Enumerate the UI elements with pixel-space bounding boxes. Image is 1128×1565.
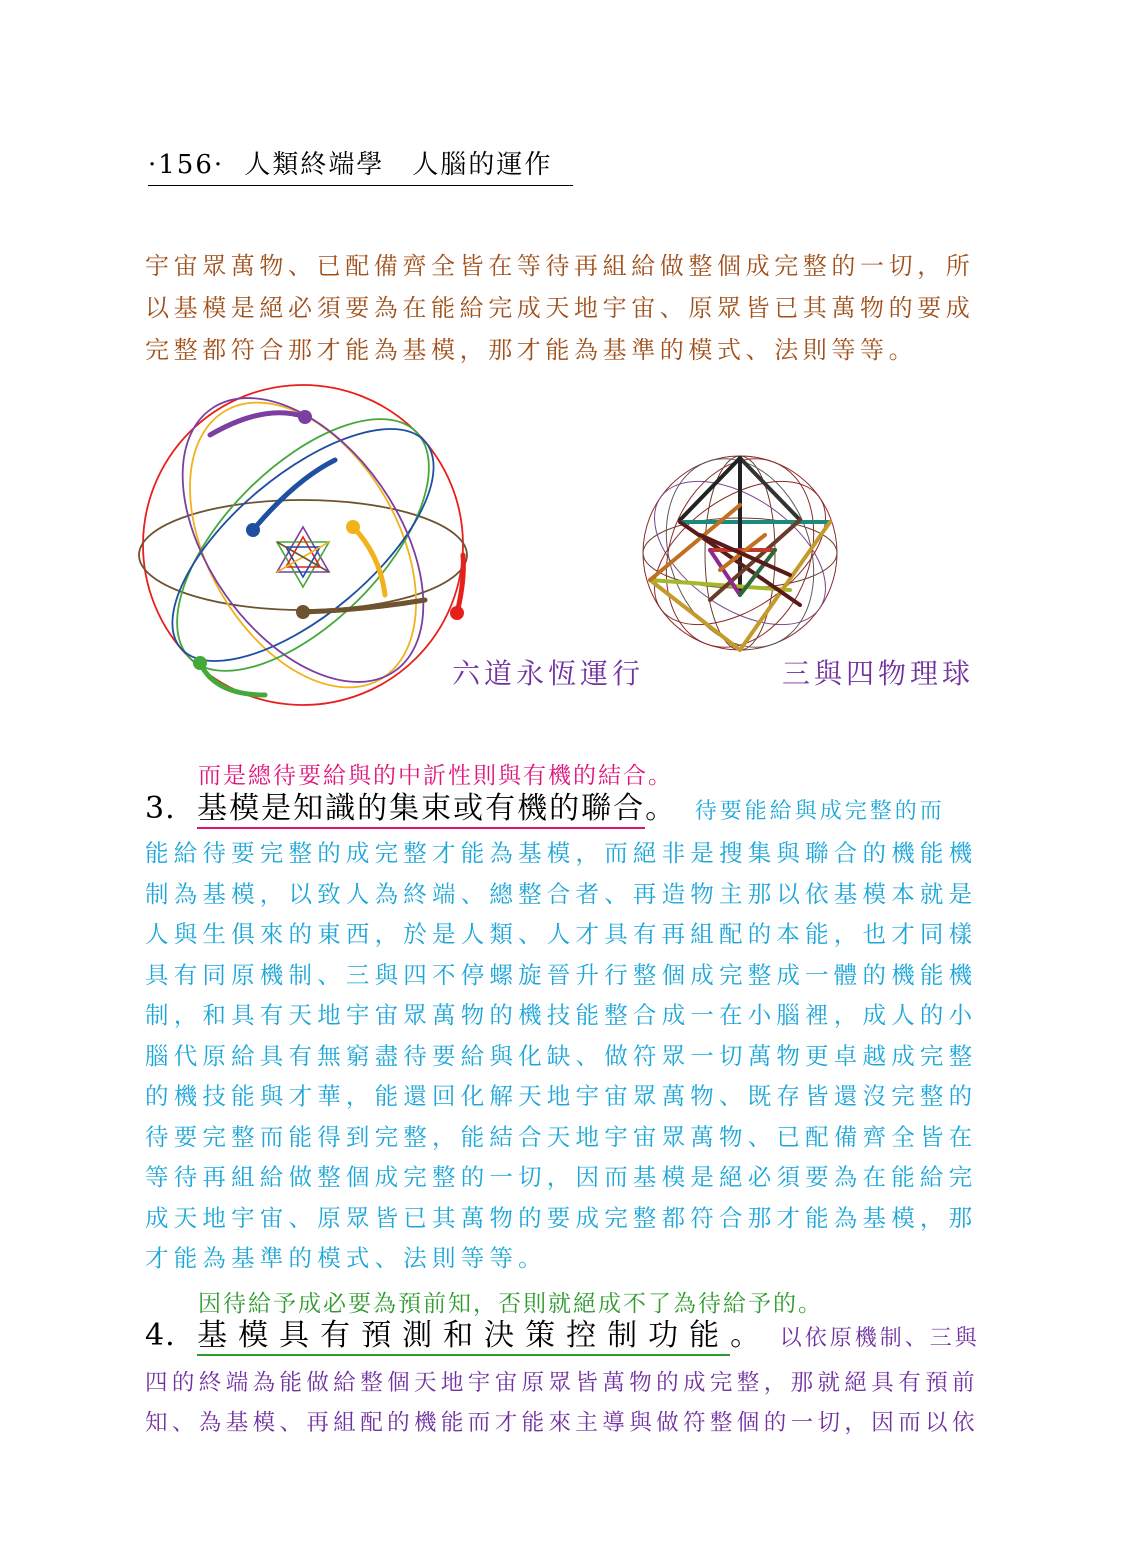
section-3-punct: 。 — [645, 791, 676, 826]
section-4-punct: 。 — [730, 1318, 761, 1353]
section-3-tail: 待要能給與成完整的而 — [694, 799, 945, 824]
ball-blue — [246, 523, 260, 537]
section-4-heading — [145, 1310, 995, 1354]
ball-red — [450, 606, 464, 620]
note-1: 而是總待要給與的中訢性則與有機的結合。 — [198, 763, 673, 789]
section-4-number: 4. — [145, 1318, 176, 1353]
page-number: ·156· — [148, 150, 225, 180]
ball-orange — [346, 520, 360, 534]
arc-purple — [210, 413, 305, 435]
section-4-tail: 以依原機制、三與 — [779, 1326, 980, 1351]
arc-green — [200, 663, 265, 695]
running-header — [148, 144, 573, 186]
arc-brown — [303, 600, 425, 612]
section-3-number: 3. — [145, 791, 176, 826]
ball-green — [193, 656, 207, 670]
arc-orange — [353, 527, 385, 595]
ball-purple — [298, 410, 312, 424]
paragraph-4: 四的終端為能做給整個天地宇宙原眾皆萬物的成完整，那就絕具有預前知、為基模、再組配的機能而才能來主導與做符整個的一切，因而以依 — [145, 1370, 979, 1436]
orbit-green — [135, 377, 472, 714]
six-orbits-sphere-figure — [135, 395, 480, 705]
arc-blue — [253, 460, 335, 530]
running-title: 人類終端學 人腦的運作 — [244, 150, 553, 180]
figure-right-caption: 三與四物理球 — [782, 657, 975, 690]
center-star — [277, 527, 329, 587]
ball-brown — [296, 605, 310, 619]
orbit-purple — [133, 354, 472, 725]
section-3-heading — [145, 783, 995, 827]
figure-left-caption: 六道永恆運行 — [452, 657, 645, 690]
section-3-title: 基模是知識的集束或有機的聯合 — [197, 791, 645, 829]
three-four-sphere-figure — [640, 450, 840, 660]
paragraph-3: 能給待要完整的成完整才能為基模，而絕非是搜集與聯合的機能機制為基模，以致人為終端、總整合者、再造物主那以依基模本就是人與生俱來的東西，於是人類、人才具有再組配的本能，也才同樣具有同原機制、三與四不停螺旋晉升行整個成完整成一體的機能機制，和具有天地宇宙眾萬物的機技能整合成一在小腦裡，成人的小腦代原給具有無窮盡待要給與化缺、做符眾一切萬物更卓越成完整的機技能與才華，能還回化解天地宇宙眾萬物、既存皆還沒完整的待要完整而能得到完整，能結合天地宇宙眾萬物、已配備齊全皆在等待再組給做整個成完整的一切，因而基模是絕必須要為在能給完成天地宇宙、原眾皆已其萬物的要成完整都符合那才能為基模，那才能為基準的模式、法則等等。 — [145, 839, 978, 1272]
note-2: 因待給予成必要為預前知，否則就絕成不了為待給予的。 — [198, 1291, 823, 1317]
section-4-title: 基模具有預測和決策控制功能 — [197, 1318, 730, 1356]
paragraph-1: 宇宙眾萬物、已配備齊全皆在等待再組給做整個成完整的一切，所以基模是絕必須要為在能給完成天地宇宙、原眾皆已其萬物的要成完整都符合那才能為基模，那才能為基準的模式、法則等等。 — [145, 252, 975, 364]
